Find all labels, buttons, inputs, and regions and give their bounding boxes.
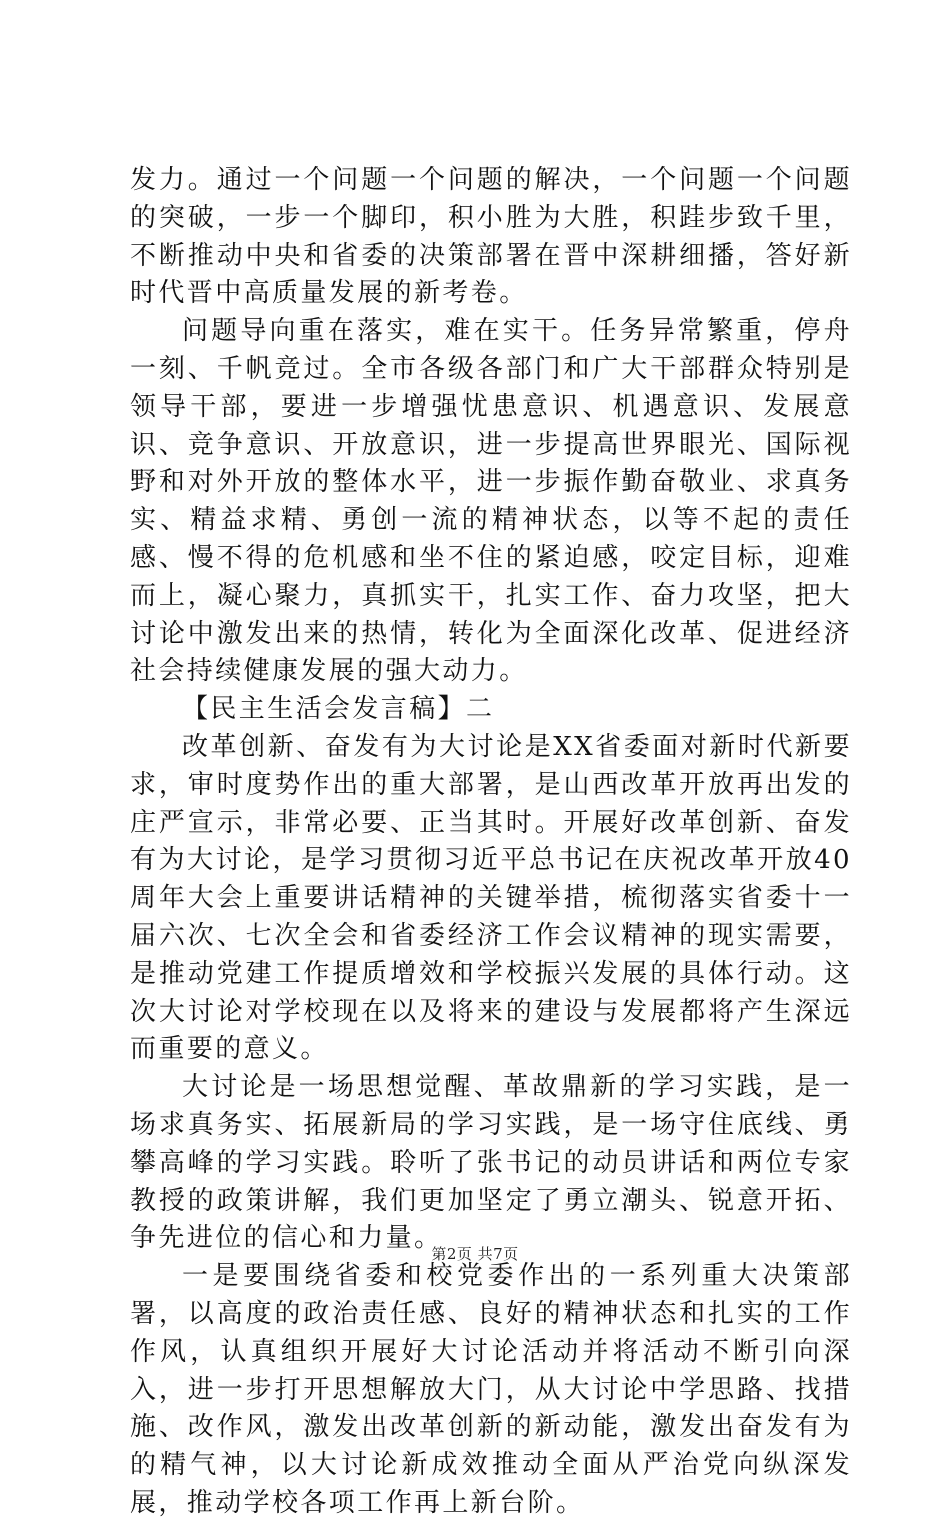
document-body: [130, 162, 852, 1523]
paragraph: 一是要围绕省委和校党委作出的一系列重大决策部署，以高度的政治责任感、良好的精神状态和扎实的工作作风，认真组织开展好大讨论活动并将活动不断引向深入，进一步打开思想解放大门，从大讨论中学思路、找措施、改作风，激发出改革创新的新动能，激发出奋发有为的精气神，以大讨论新成效推动全面从严治党向纵深发展，推动学校各项工作再上新台阶。: [130, 1261, 852, 1518]
section-heading: 【民主生活会发言稿】二: [182, 694, 495, 725]
paragraph: 问题导向重在落实，难在实干。任务异常繁重，停舟一刻、千帆竞过。全市各级各部门和广大干部群众特别是领导干部，要进一步增强忧患意识、机遇意识、发展意识、竞争意识、开放意识，进一步提高世界眼光、国际视野和对外开放的整体水平，进一步振作勤奋敬业、求真务实、精益求精、勇创一流的精神状态，以等不起的责任感、慢不得的危机感和坐不住的紧迫感，咬定目标，迎难而上，凝心聚力，真抓实干，扎实工作、奋力攻坚，把大讨论中激发出来的热情，转化为全面深化改革、促进经济社会持续健康发展的强大动力。: [130, 316, 852, 687]
page-number-footer: 第2页 共7页: [431, 1245, 519, 1263]
paragraph-continuation: 发力。通过一个问题一个问题的解决，一个问题一个问题的突破，一步一个脚印，积小胜为大胜，积跬步致千里，不断推动中央和省委的决策部署在晋中深耕细播，答好新时代晋中高质量发展的新考卷。: [130, 165, 852, 309]
paragraph: 大讨论是一场思想觉醒、革故鼎新的学习实践，是一场求真务实、拓展新局的学习实践，是一场守住底线、勇攀高峰的学习实践。聆听了张书记的动员讲话和两位专家教授的政策讲解，我们更加坚定了勇立潮头、锐意开拓、争先进位的信心和力量。: [130, 1072, 852, 1254]
paragraph: 改革创新、奋发有为大讨论是XX省委面对新时代新要求，审时度势作出的重大部署，是山西改革开放再出发的庄严宣示，非常必要、正当其时。开展好改革创新、奋发有为大讨论，是学习贯彻习近平总书记在庆祝改革开放40周年大会上重要讲话精神的关键举措，梳彻落实省委十一届六次、七次全会和省委经济工作会议精神的现实需要，是推动党建工作提质增效和学校振兴发展的具体行动。这次大讨论对学校现在以及将来的建设与发展都将产生深远而重要的意义。: [130, 731, 852, 1065]
